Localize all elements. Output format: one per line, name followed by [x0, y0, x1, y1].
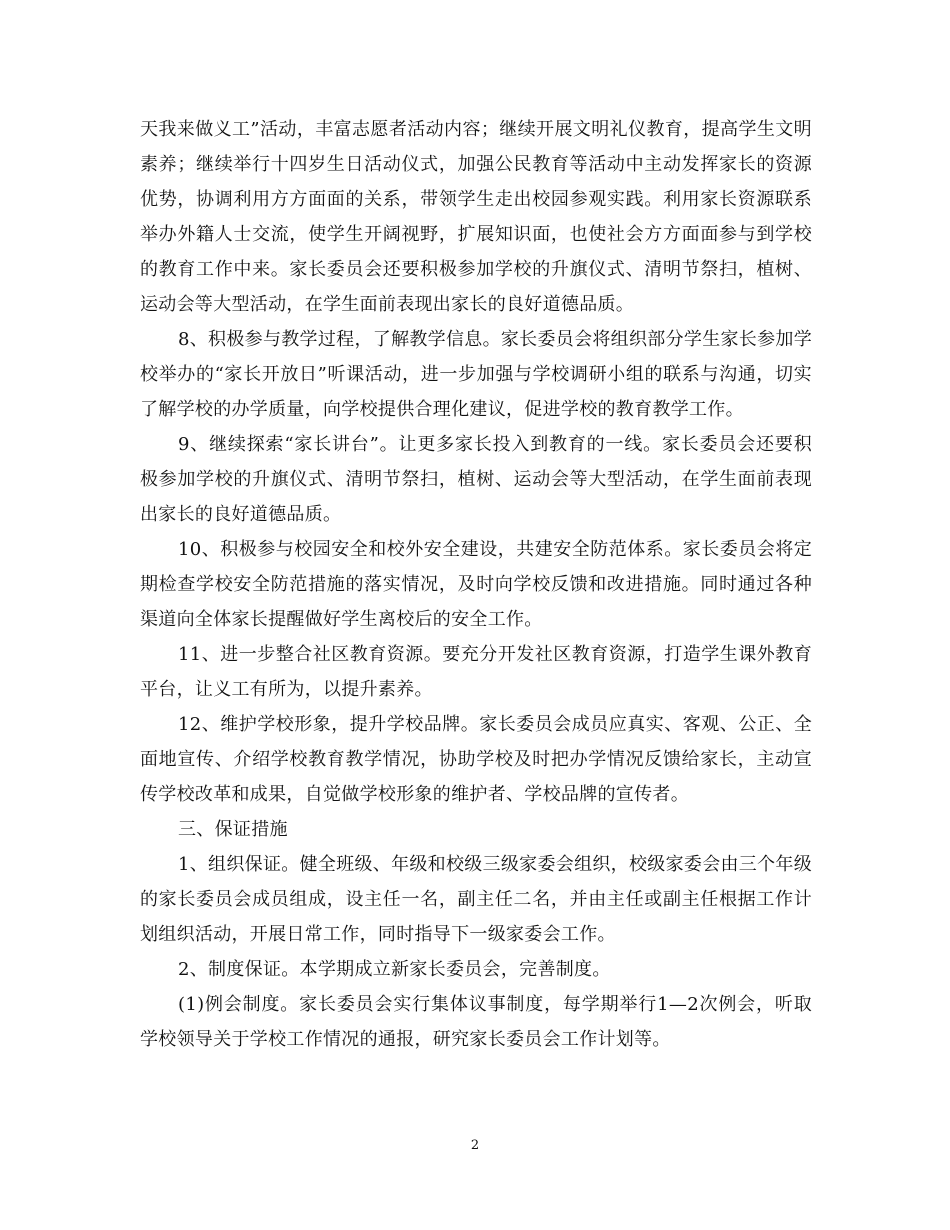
paragraph: 9、继续探索“家长讲台”。让更多家长投入到教育的一线。家长委员会还要积极参加学校的升旗仪式、清明节祭扫，植树、运动会等大型活动，在学生面前表现出家长的良好道德品质。 [140, 434, 812, 525]
paragraph: 1、组织保证。健全班级、年级和校级三级家委会组织，校级家委会由三个年级的家长委员会成员组成，设主任一名，副主任二名，并由主任或副主任根据工作计划组织活动，开展日常工作，同时指导下一级家委会工作。 [140, 854, 812, 945]
paragraph: 11、进一步整合社区教育资源。要充分开发社区教育资源，打造学生课外教育平台，让义工有所为，以提升素养。 [140, 644, 812, 700]
paragraph: (1)例会制度。家长委员会实行集体议事制度，每学期举行1—2次例会，听取学校领导关于学校工作情况的通报，研究家长委员会工作计划等。 [140, 994, 812, 1050]
body-text [140, 112, 812, 1057]
paragraph: 10、积极参与校园安全和校外安全建设，共建安全防范体系。家长委员会将定期检查学校安全防范措施的落实情况，及时向学校反馈和改进措施。同时通过各种渠道向全体家长提醒做好学生离校后的安全工作。 [140, 539, 812, 630]
paragraph: 12、维护学校形象，提升学校品牌。家长委员会成员应真实、客观、公正、全面地宣传、介绍学校教育教学情况，协助学校及时把办学情况反馈给家长，主动宣传学校改革和成果，自觉做学校形象的维护者、学校品牌的宣传者。 [140, 714, 812, 805]
paragraph: 8、积极参与教学过程，了解教学信息。家长委员会将组织部分学生家长参加学校举办的“家长开放日”听课活动，进一步加强与学校调研小组的联系与沟通，切实了解学校的办学质量，向学校提供合理化建议，促进学校的教育教学工作。 [140, 329, 812, 420]
section-heading: 三、保证措施 [178, 819, 288, 840]
page-number: 2 [470, 1138, 480, 1153]
paragraph: 2、制度保证。本学期成立新家长委员会，完善制度。 [178, 959, 611, 980]
paragraph: 天我来做义工”活动，丰富志愿者活动内容；继续开展文明礼仪教育，提高学生文明素养；继续举行十四岁生日活动仪式，加强公民教育等活动中主动发挥家长的资源优势，协调利用方方面面的关系，带领学生走出校园参观实践。利用家长资源联系举办外籍人士交流，使学生开阔视野，扩展知识面，也使社会方方面面参与到学校的教育工作中来。家长委员会还要积极参加学校的升旗仪式、清明节祭扫，植树、运动会等大型活动，在学生面前表现出家长的良好道德品质。 [140, 119, 812, 315]
